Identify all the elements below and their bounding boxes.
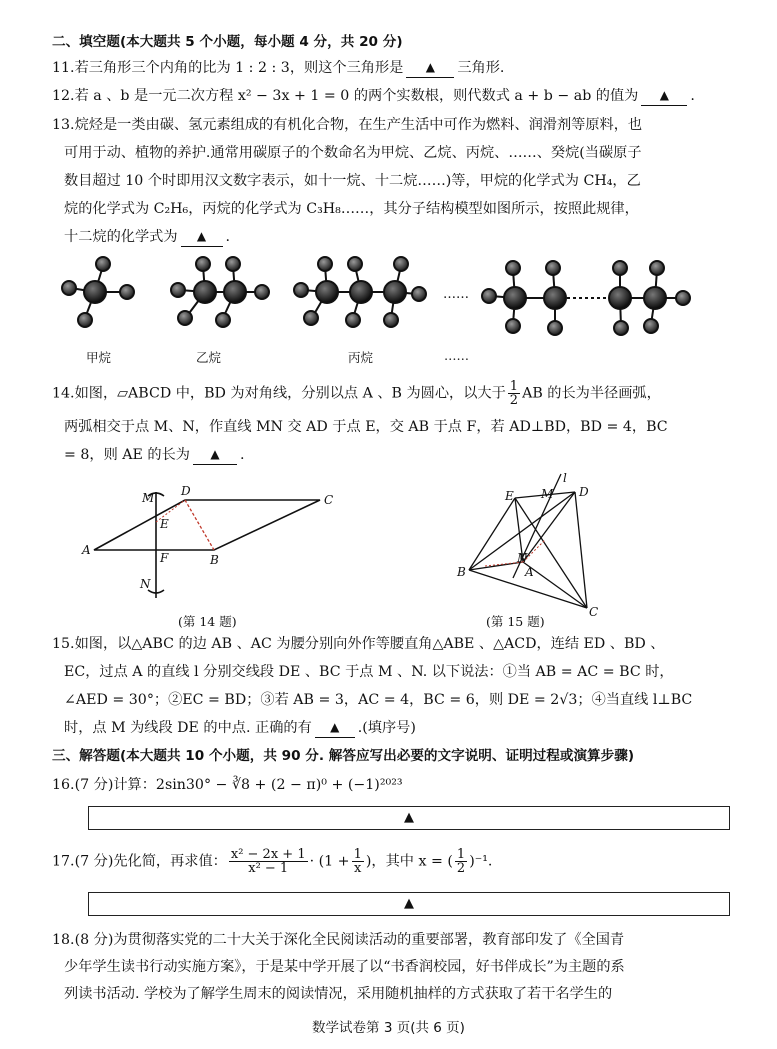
q17-text-b: · (1 + (309, 853, 350, 870)
q11-answer-blank[interactable]: ▲ (406, 57, 454, 78)
q13-text-5a: 十二烷的化学式为 (64, 229, 178, 245)
alkane-chain-model (482, 261, 690, 335)
figure-14-parallelogram (80, 478, 340, 608)
q13-text-5b: . (225, 229, 231, 245)
propane-model (294, 257, 426, 327)
point-d: D (579, 485, 589, 499)
q13-line-1: 13.烷烃是一类由碳、氢元素组成的有机化合物，在生产生活中可作为燃料、润滑剂等原料，也 (52, 117, 643, 133)
q15-line-2: EC，过点 A 的直线 l 分别交线段 DE 、BC 于点 M 、N. 以下说法：①当 AB = AC = BC 时， (64, 664, 674, 680)
q15-answer-blank[interactable]: ▲ (315, 717, 355, 738)
q14-line-3 (64, 445, 245, 466)
label-ethane: 乙烷 (196, 350, 222, 365)
q17-frac2-den: x (354, 861, 362, 876)
q13-line-5 (64, 227, 230, 248)
q17-fraction-main (229, 848, 308, 875)
point-c: C (324, 493, 334, 507)
q14-text-1a: 14.如图，▱ABCD 中，BD 为对角线，分别以点 A 、B 为圆心，以大于 (52, 385, 506, 402)
q15-line-4 (64, 718, 416, 739)
q18-line-1: 18.(8 分)为贯彻落实党的二十大关于深化全民阅读活动的重要部署，教育部印发了《全国青 (52, 932, 625, 948)
q17-text-c: )，其中 x = ( (365, 853, 453, 870)
q11-text-a: 11.若三角形三个内角的比为 1 : 2 : 3，则这个三角形是 (52, 60, 404, 76)
figure-15-triangles (455, 470, 615, 620)
point-b: B (210, 553, 219, 567)
point-n: N (140, 577, 151, 591)
point-m: M (142, 491, 155, 505)
q14-line-2: 两弧相交于点 M、N，作直线 MN 交 AD 于点 E，交 AB 于点 F，若 AD⊥BD，BD = 4，BC (64, 419, 668, 435)
q13-line-3: 数目超过 10 个时即用汉文数字表示，如十一烷、十二烷……)等，甲烷的化学式为 CH₄，乙 (64, 173, 641, 189)
q14-text-3b: . (239, 447, 245, 463)
q14-text-3a: = 8，则 AE 的长为 (64, 447, 190, 463)
parallelogram-abcd (94, 500, 320, 550)
point-a: A (82, 543, 91, 557)
point-b: B (457, 565, 466, 579)
point-a: A (525, 565, 534, 579)
point-e: E (160, 517, 169, 531)
figure-15-caption: (第 15 题) (486, 614, 545, 629)
q16-answer-box[interactable]: ▲ (88, 806, 730, 830)
point-m: M (541, 487, 554, 501)
q17-fraction-half (455, 848, 467, 875)
q15-text-4b: .(填序号) (357, 720, 416, 736)
label-ellipsis: …… (444, 348, 469, 363)
q17-frac2-num: 1 (353, 847, 362, 862)
q12-text-a: 12.若 a 、b 是一元二次方程 x² − 3x + 1 = 0 的两个实数根，则代数式 a + b − ab 的值为 (52, 88, 639, 104)
q17-text-d: )⁻¹. (469, 853, 493, 870)
q13-line-4: 烷的化学式为 C₂H₆，丙烷的化学式为 C₃H₈……，其分子结构模型如图所示，按照此规律， (64, 201, 639, 217)
question-17 (52, 848, 492, 875)
q17-frac1-num: x² − 2x + 1 (230, 847, 306, 862)
point-l: l (563, 471, 567, 485)
q17-frac3-num: 1 (456, 847, 466, 862)
ethane-model (171, 257, 269, 327)
point-f: F (160, 551, 169, 565)
segment-eb (469, 498, 515, 570)
label-propane: 丙烷 (348, 350, 374, 365)
alkane-molecule-figures (55, 252, 705, 342)
q13-answer-blank[interactable]: ▲ (181, 226, 223, 247)
segment-ba (469, 562, 523, 570)
question-12 (52, 86, 695, 107)
segment-da (523, 492, 575, 562)
point-e: E (505, 489, 514, 503)
section-2-header: 二、填空题(本大题共 5 个小题，每小题 4 分，共 20 分) (52, 34, 403, 50)
q17-fraction-1-over-x (352, 848, 364, 875)
q12-answer-blank[interactable]: ▲ (641, 85, 687, 106)
q18-line-3: 列读书活动. 学校为了解学生周末的阅读情况，采用随机抽样的方式获取了若干名学生的 (64, 986, 613, 1002)
q15-line-3: ∠AED = 30°；②EC = BD；③若 AB = 3，AC = 4，BC = 6，则 DE = 2√3；④当直线 l⊥BC (64, 692, 693, 708)
q11-text-b: 三角形. (457, 60, 505, 76)
page-footer: 数学试卷第 3 页(共 6 页) (312, 1020, 465, 1036)
question-11 (52, 58, 504, 79)
q17-answer-box[interactable]: ▲ (88, 892, 730, 916)
q14-answer-blank[interactable]: ▲ (193, 444, 237, 465)
q15-text-4a: 时，点 M 为线段 DE 的中点. 正确的有 (64, 720, 312, 736)
q14-line-1 (52, 380, 661, 407)
figure-14-caption: (第 14 题) (178, 614, 237, 629)
point-c: C (589, 605, 599, 619)
q18-line-2: 少年学生读书行动实施方案》，于是某中学开展了以“书香润校园，好书伴成长”为主题的系 (64, 959, 625, 975)
q14-frac-den: 2 (509, 393, 519, 408)
q12-text-b: . (690, 88, 695, 104)
section-3-header: 三、解答题(本大题共 10 个小题，共 90 分. 解答应写出必要的文字说明、证明过程或演算步骤) (52, 748, 635, 764)
q13-line-2: 可用于动、植物的养护.通常用碳原子的个数命名为甲烷、乙烷、丙烷、……、癸烷(当碳原子 (64, 145, 642, 161)
molecule-ellipsis: …… (443, 287, 469, 302)
q15-line-1: 15.如图，以△ABC 的边 AB 、AC 为腰分别向外作等腰直角△ABE 、△ACD，连结 ED 、BD 、 (52, 636, 665, 652)
segment-dc (575, 492, 587, 608)
methane-model (62, 257, 134, 327)
q17-frac1-den: x² − 1 (248, 861, 289, 876)
q17-text-a: 17.(7 分)先化简，再求值： (52, 853, 227, 870)
label-methane: 甲烷 (86, 350, 112, 365)
q14-fraction-half (508, 380, 520, 407)
point-d: D (181, 484, 191, 498)
q14-text-1b: AB 的长为半径画弧， (522, 385, 661, 402)
q17-frac3-den: 2 (456, 861, 466, 876)
point-n: N (517, 551, 528, 565)
q14-frac-num: 1 (509, 379, 519, 394)
question-16: 16.(7 分)计算：2sin30° − ∛8 + (2 − π)⁰ + (−1)²⁰²³ (52, 777, 403, 793)
diagonal-bd (185, 500, 214, 550)
